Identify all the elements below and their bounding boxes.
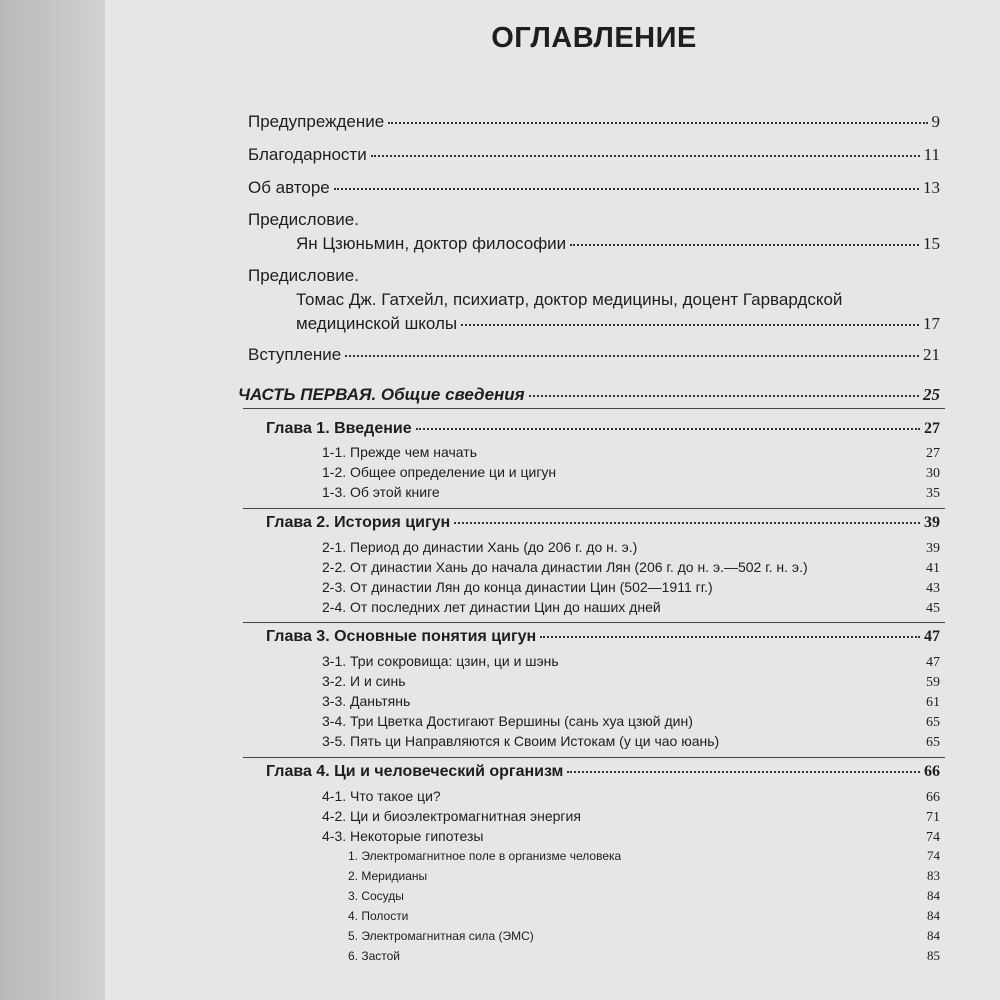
chapter-title: Глава 4. Ци и человеческий организм: [266, 763, 564, 780]
toc-page-number: 61: [926, 695, 940, 710]
toc-entry-text: Благодарности: [248, 145, 367, 164]
toc-page-number: 65: [926, 735, 940, 750]
subsection-title: 5. Электромагнитная сила (ЭМС): [348, 929, 534, 943]
section-title: 4-3. Некоторые гипотезы: [322, 828, 484, 844]
toc-page-number: 84: [927, 888, 940, 903]
chapter-title: Глава 1. Введение: [266, 420, 412, 437]
toc-entry-about-author: [248, 178, 940, 200]
toc-page-number: 65: [926, 715, 940, 730]
section-title: 1-3. Об этой книге: [322, 484, 440, 500]
section-title: 2-3. От династии Лян до конца династии Цин (502—1911 гг.): [322, 579, 713, 595]
dot-leader: [371, 155, 920, 157]
toc-chapter-2: [266, 514, 940, 536]
toc-page-number: 84: [927, 928, 940, 943]
toc-page-number: 25: [923, 385, 940, 404]
section-title: 3-3. Даньтянь: [322, 693, 411, 709]
toc-entry-text: Вступление: [248, 345, 342, 364]
toc-page-number: 84: [927, 908, 940, 923]
toc-page-number: 47: [926, 655, 940, 670]
page-title: ОГЛАВЛЕНИЕ: [491, 22, 697, 54]
dot-leader: [540, 636, 920, 638]
toc-page-number: 27: [924, 420, 940, 437]
toc-page-number: 15: [923, 234, 940, 253]
toc-page-number: 21: [923, 345, 940, 364]
divider: [243, 757, 945, 758]
toc-page-number: 66: [924, 763, 940, 780]
section-title: 3-4. Три Цветка Достигают Вершины (сань хуа цзюй дин): [322, 713, 693, 729]
toc-page-number: 66: [926, 790, 940, 805]
toc-page-number: 71: [926, 810, 940, 825]
subsection-title: 2. Меридианы: [348, 869, 428, 883]
divider: [243, 508, 945, 509]
toc-entry-preface-2: [248, 266, 940, 336]
dot-leader: [334, 188, 919, 190]
section-title: 3-1. Три сокровища: цзин, ци и шэнь: [322, 653, 559, 669]
toc-page-number: 27: [926, 446, 940, 461]
divider: [243, 622, 945, 623]
toc-chapter-3: [266, 628, 940, 650]
dot-leader: [345, 355, 919, 357]
subsection-title: 6. Застой: [348, 949, 401, 963]
toc-entry-introduction: [248, 345, 940, 367]
toc-page-number: 39: [926, 541, 940, 556]
section-title: 3-2. И и синь: [322, 673, 406, 689]
toc-page-number: 35: [926, 486, 940, 501]
divider: [243, 408, 945, 409]
chapter-2-sections: [322, 539, 940, 619]
toc-entry-text: Предисловие.: [248, 210, 359, 229]
dot-leader: [461, 324, 919, 326]
dot-leader: [567, 771, 920, 773]
subsection-title: 1. Электромагнитное поле в организме человека: [348, 849, 622, 863]
toc-page-number: 43: [926, 581, 940, 596]
section-title: 1-1. Прежде чем начать: [322, 444, 477, 460]
chapter-3-sections: [322, 653, 940, 753]
table-of-contents: [238, 0, 940, 1000]
dot-leader: [529, 395, 919, 397]
dot-leader: [416, 428, 920, 430]
toc-page-number: 74: [926, 830, 940, 845]
dot-leader: [454, 522, 920, 524]
section-title: 4-2. Ци и биоэлектромагнитная энергия: [322, 808, 581, 824]
toc-page-number: 74: [927, 848, 940, 863]
section-title: 2-1. Период до династии Хань (до 206 г. до н. э.): [322, 539, 638, 555]
section-title: 2-2. От династии Хань до начала династии Лян (206 г. до н. э.—502 г. н. э.): [322, 559, 808, 575]
toc-page-number: 13: [923, 178, 940, 197]
toc-page-number: 11: [923, 145, 940, 164]
subsection-title: 4. Полости: [348, 909, 409, 923]
chapter-title: Глава 3. Основные понятия цигун: [266, 628, 537, 645]
toc-page-number: 30: [926, 466, 940, 481]
toc-page-number: 45: [926, 601, 940, 616]
toc-page-number: 17: [923, 314, 940, 333]
toc-entry-text: Об авторе: [248, 178, 330, 197]
book-left-edge: [0, 0, 105, 1000]
section-title: 3-5. Пять ци Направляются к Своим Истокам (у ци чао юань): [322, 733, 720, 749]
toc-page-number: 85: [927, 948, 940, 963]
subsection-title: 3. Сосуды: [348, 889, 404, 903]
toc-entry-text: Томас Дж. Гатхейл, психиатр, доктор медицины, доцент Гарвардской: [296, 290, 843, 309]
toc-entry-acknowledgements: [248, 145, 940, 167]
toc-page-number: 83: [927, 868, 940, 883]
toc-entry-text: Предупреждение: [248, 112, 385, 131]
toc-entry-warning: [248, 112, 940, 134]
toc-entry-text: медицинской школы: [296, 314, 458, 333]
toc-entry-text: Предисловие.: [248, 266, 359, 285]
dot-leader: [388, 122, 927, 124]
section-title: 4-1. Что такое ци?: [322, 788, 441, 804]
toc-page-number: 9: [931, 112, 940, 131]
book-page: [105, 0, 1000, 1000]
chapter-4-subsections: [348, 848, 940, 968]
dot-leader: [570, 244, 919, 246]
toc-page-number: 47: [924, 628, 940, 645]
toc-page-number: 41: [926, 561, 940, 576]
toc-page-number: 59: [926, 675, 940, 690]
toc-entry-preface-1: [248, 210, 940, 256]
section-title: 1-2. Общее определение ци и цигун: [322, 464, 557, 480]
part-title: ЧАСТЬ ПЕРВАЯ. Общие сведения: [238, 385, 525, 404]
chapter-title: Глава 2. История цигун: [266, 514, 451, 531]
toc-part-one: [238, 385, 940, 407]
chapter-1-sections: [322, 444, 940, 504]
section-title: 2-4. От последних лет династии Цин до наших дней: [322, 599, 661, 615]
toc-page-number: 39: [924, 514, 940, 531]
chapter-4-sections: [322, 788, 940, 848]
toc-chapter-4: [266, 763, 940, 785]
toc-entry-text: Ян Цзюньмин, доктор философии: [296, 234, 567, 253]
toc-chapter-1: [266, 420, 940, 442]
